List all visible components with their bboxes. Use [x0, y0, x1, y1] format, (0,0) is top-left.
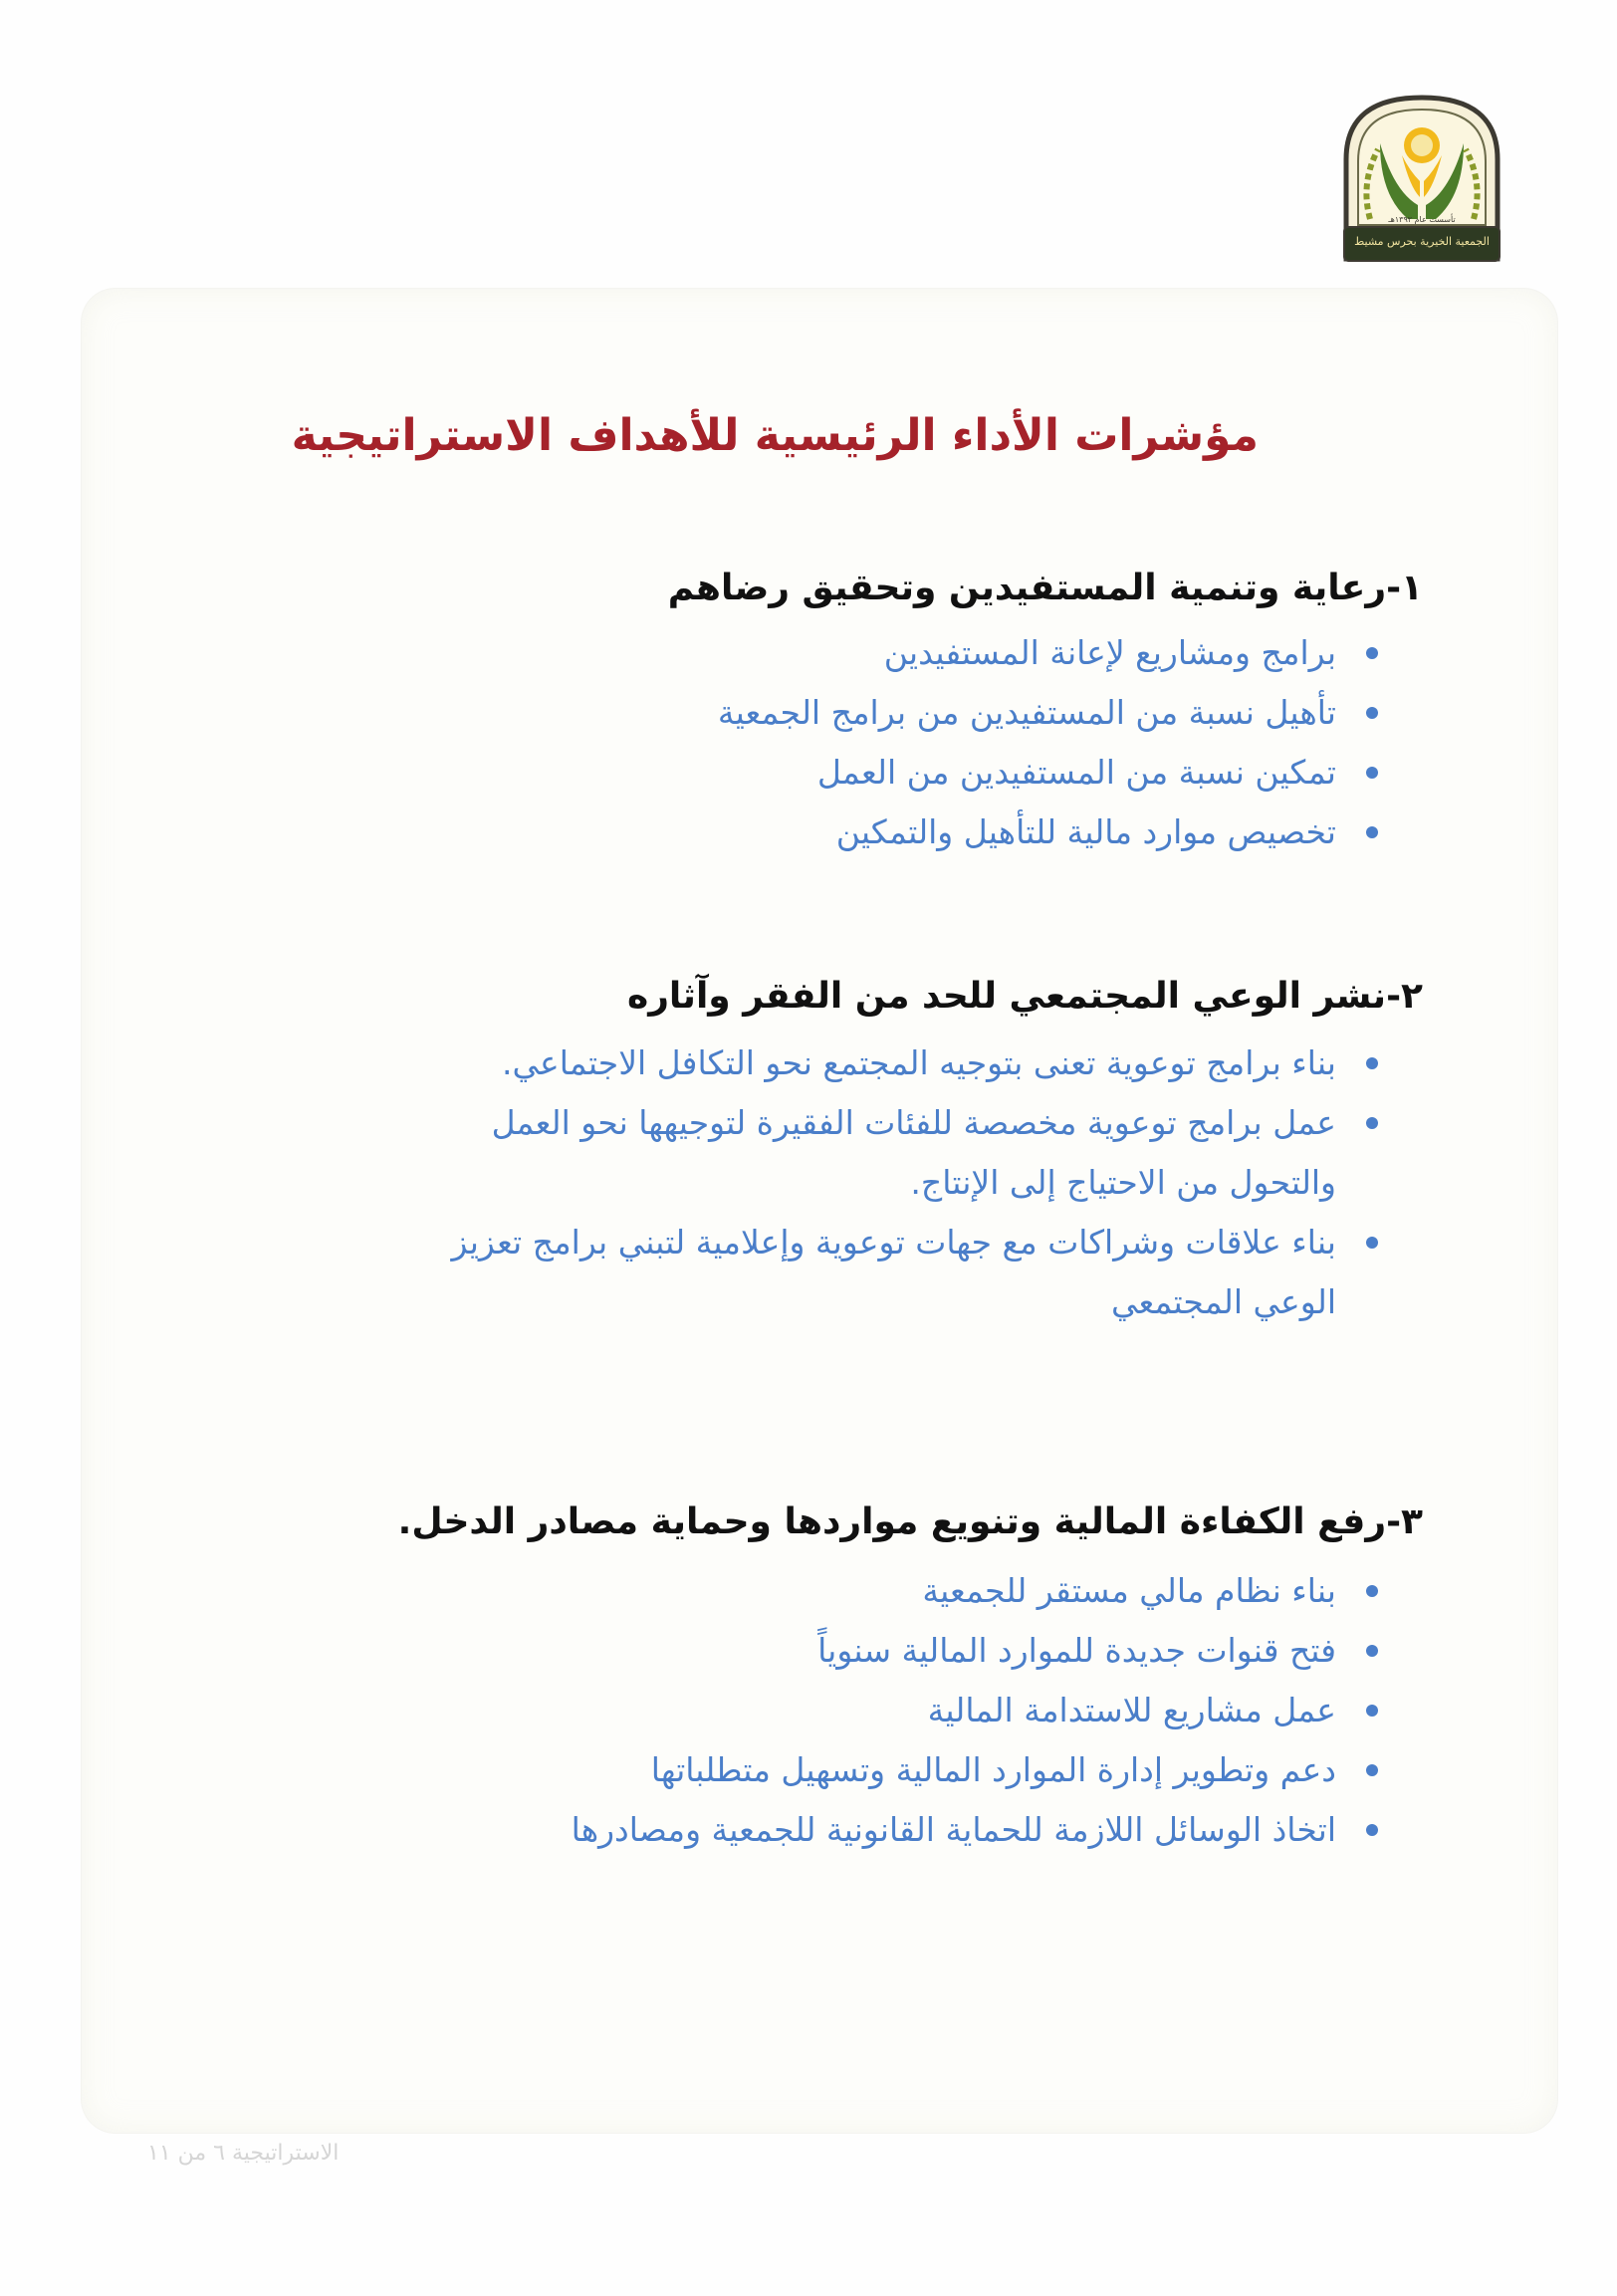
- logo-founded-text: تأسست عام ١٣٩٢هـ: [1388, 215, 1456, 224]
- bullet-icon: [1366, 1824, 1378, 1836]
- list-item-text: تخصيص موارد مالية للتأهيل والتمكين: [835, 812, 1336, 851]
- bullet-icon: [1366, 1237, 1378, 1249]
- bullet-icon: [1366, 1764, 1378, 1776]
- list-item-text: عمل برامج توعوية مخصصة للفئات الفقيرة لتوجيهها نحو العمل والتحول من الاحتياج إلى الإنتاج.: [491, 1103, 1336, 1202]
- list-item-text: اتخاذ الوسائل اللازمة للحماية القانونية للجمعية ومصادرها: [571, 1810, 1336, 1849]
- section-1-bullet-list: [718, 623, 1378, 862]
- list-item-text: برامج ومشاريع لإعانة المستفيدين: [883, 633, 1336, 672]
- bullet-icon: [1366, 1585, 1378, 1597]
- list-item-text: عمل مشاريع للاستدامة المالية: [927, 1691, 1336, 1729]
- list-item: [572, 1561, 1378, 1621]
- bullet-icon: [1366, 826, 1378, 838]
- list-item: [572, 1681, 1378, 1740]
- page-footer: الاستراتيجية ٦ من ١١: [147, 2141, 340, 2166]
- bullet-icon: [1366, 1705, 1378, 1717]
- section-2-bullet-list: [382, 1033, 1378, 1332]
- section-heading-3: ٣-رفع الكفاءة المالية وتنويع مواردها وحماية مصادر الدخل.: [397, 1501, 1423, 1542]
- section-3-bullet-list: [572, 1561, 1378, 1860]
- list-item: [718, 743, 1378, 803]
- list-item-text: تمكين نسبة من المستفيدين من العمل: [816, 753, 1336, 792]
- list-item: [572, 1800, 1378, 1860]
- list-item: [382, 1213, 1378, 1332]
- bullet-icon: [1366, 767, 1378, 779]
- list-item-text: بناء برامج توعوية تعنى بتوجيه المجتمع نحو التكافل الاجتماعي.: [502, 1043, 1336, 1082]
- section-heading-1: ١-رعاية وتنمية المستفيدين وتحقيق رضاهم: [667, 568, 1423, 608]
- list-item: [382, 1033, 1378, 1093]
- list-item-text: بناء علاقات وشراكات مع جهات توعوية وإعلامية لتبني برامج تعزيز الوعي المجتمعي: [451, 1223, 1336, 1321]
- list-item-text: تأهيل نسبة من المستفيدين من برامج الجمعية: [717, 693, 1336, 732]
- list-item-text: بناء نظام مالي مستقر للجمعية: [922, 1571, 1336, 1610]
- list-item: [718, 683, 1378, 743]
- page-title: مؤشرات الأداء الرئيسية للأهداف الاستراتيجية: [291, 410, 1259, 461]
- bullet-icon: [1366, 647, 1378, 659]
- list-item: [382, 1093, 1378, 1213]
- list-item-text: فتح قنوات جديدة للموارد المالية سنوياً: [817, 1631, 1336, 1670]
- bullet-icon: [1366, 1117, 1378, 1129]
- association-logo: [1340, 94, 1503, 263]
- section-heading-2: ٢-نشر الوعي المجتمعي للحد من الفقر وآثاره: [626, 976, 1423, 1017]
- list-item: [572, 1621, 1378, 1681]
- list-item: [718, 803, 1378, 862]
- bullet-icon: [1366, 707, 1378, 719]
- logo-name-text: الجمعية الخيرية بحرس مشيط: [1354, 235, 1490, 248]
- list-item: [718, 623, 1378, 683]
- list-item: [572, 1740, 1378, 1800]
- bullet-icon: [1366, 1645, 1378, 1657]
- bullet-icon: [1366, 1057, 1378, 1069]
- list-item-text: دعم وتطوير إدارة الموارد المالية وتسهيل متطلباتها: [650, 1750, 1336, 1789]
